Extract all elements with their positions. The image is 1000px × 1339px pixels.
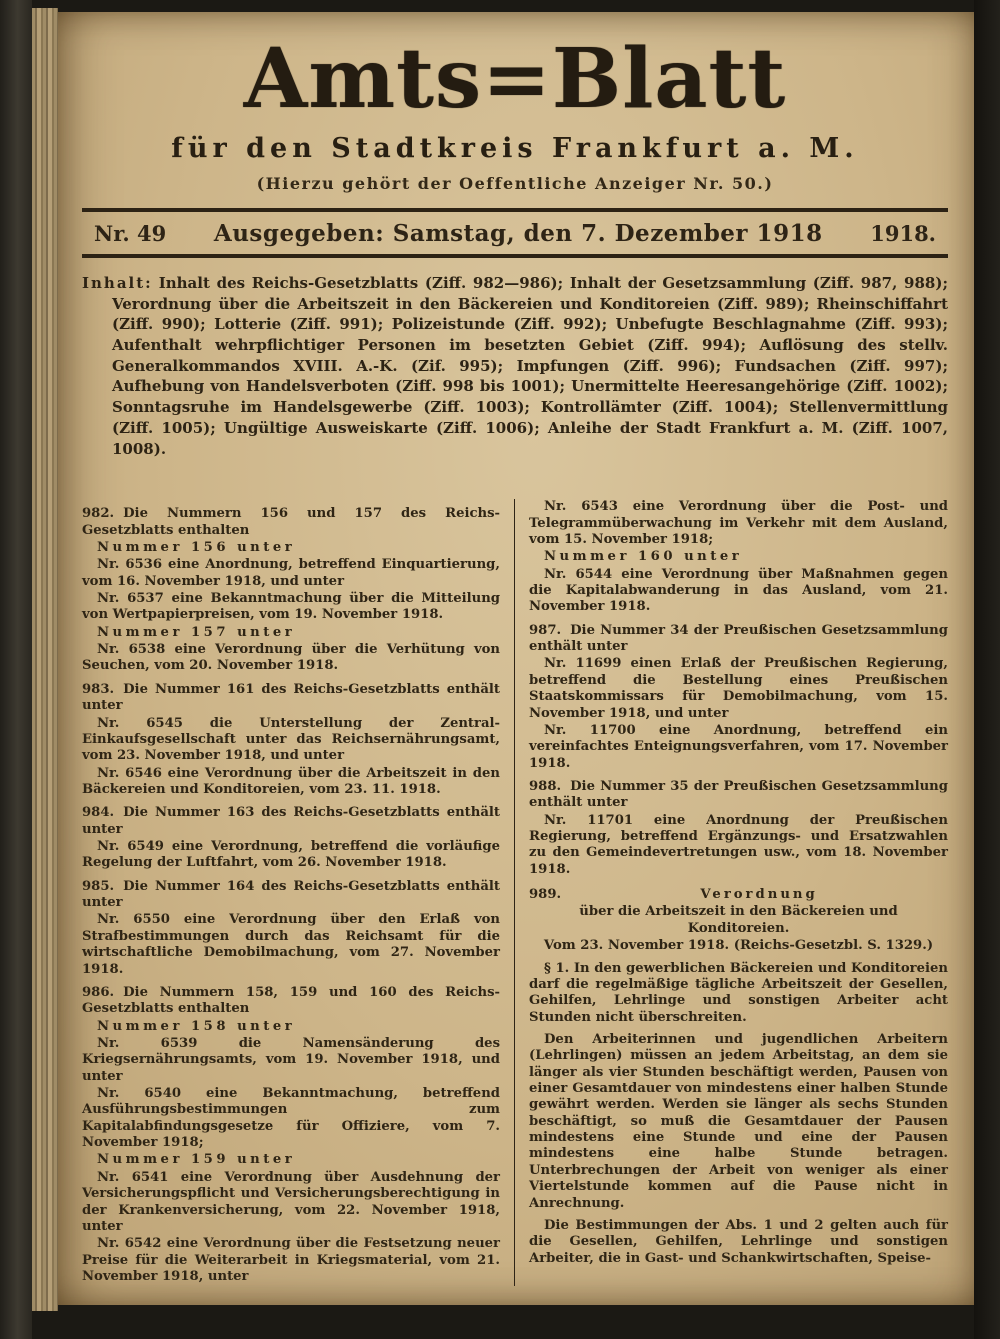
paragraph [82, 506, 500, 539]
paragraph [82, 1019, 500, 1035]
paragraph-text: Nr. 6537 eine Bekanntmachung über die Mitteilung von Wertpapierpreisen, vom 19. November 1918. [82, 590, 500, 623]
paragraph [529, 567, 948, 616]
paragraph [82, 682, 500, 715]
publication-year: 1918. [870, 221, 936, 246]
paragraph-number: 987. [529, 622, 562, 638]
paragraph [529, 887, 948, 903]
paragraph [82, 1152, 500, 1168]
paragraph [82, 805, 500, 838]
paragraph-text: Nummer 159 unter [97, 1152, 296, 1168]
paragraph [82, 557, 500, 590]
paragraph-number: 986. [82, 984, 115, 1000]
paragraph [82, 1036, 500, 1085]
paragraph-text: Nummer 157 unter [97, 624, 296, 640]
paragraph [82, 540, 500, 556]
paragraph-text: § 1. In den gewerblichen Bäckereien und Konditoreien darf die regelmäßige tägliche Arbeitszeit der Gesellen, Gehilfen, Lehrlinge und sonstigen Arbeiter acht Stunden nicht überschreiten. [529, 960, 948, 1025]
paragraph-text: Nummer 160 unter [544, 549, 743, 565]
paragraph [529, 549, 948, 565]
paragraph-text: Die Nummer 164 des Reichs-Gesetzblatts enthält unter [82, 878, 500, 911]
paragraph-text: Nr. 11701 eine Anordnung der Preußischen Regierung, betreffend Ergänzungs- und Ersatzwahlen zu den Gemeindevertretungen usw., vom 18. November 1918. [529, 812, 948, 877]
issue-number: Nr. 49 [94, 221, 167, 246]
document-page [58, 12, 974, 1305]
paragraph-number: 985. [82, 878, 115, 894]
paragraph [82, 642, 500, 675]
masthead [82, 31, 948, 193]
paragraph-number: 984. [82, 805, 115, 821]
paragraph-text: Verordnung [700, 887, 818, 903]
page-stack-edge [32, 8, 58, 1311]
paragraph-text: Nummer 158 unter [97, 1018, 296, 1034]
paragraph-text: Vom 23. November 1918. (Reichs-Gesetzbl. S. 1329.) [543, 938, 934, 954]
paragraph-text: Den Arbeiterinnen und jugendlichen Arbeitern (Lehrlingen) müssen an jedem Arbeitstag, an dem sie länger als vier Stunden beschäftigt werden, Pausen von einer Gesamtdauer von mindestens einer halben Stunde gewährt werden. Werden sie länger als sechs Stunden beschäftigt, so muß die Gesamtdauer der Pausen mindestens eine Stunde und eine der Pausen mindestens eine halbe Stunde betragen. Unterbrechungen der Arbeit von weniger als einer Viertelstunde kommen auf die Pause nicht in Anrechnung. [529, 1031, 948, 1211]
paragraph [82, 912, 500, 977]
paragraph [82, 591, 500, 624]
paragraph [82, 766, 500, 799]
paragraph-text: Nr. 11699 einen Erlaß der Preußischen Regierung, betreffend die Bestellung eines Preußischen Staatskommissars für Demobilmachung, vom 15. November 1918, und unter [529, 656, 948, 721]
paragraph-text: Nr. 6543 eine Verordnung über die Post- und Telegrammüberwachung im Verkehr mit dem Ausland, vom 15. November 1918; [529, 499, 948, 547]
paragraph [82, 879, 500, 912]
column-right [515, 499, 948, 1286]
paragraph-text: Nr. 6538 eine Verordnung über die Verhütung von Seuchen, vom 20. November 1918. [82, 642, 500, 674]
paragraph-number: 983. [82, 681, 115, 697]
paragraph-text: Die Nummern 156 und 157 des Reichs-Gesetzblatts enthalten [82, 506, 500, 538]
paragraph [82, 716, 500, 765]
paragraph-text: Nr. 6542 eine Verordnung über die Festsetzung neuer Preise für die Weiterarbeit in Kriegsmaterial, vom 21. November 1918, unter [82, 1236, 500, 1284]
paragraph-text: Nr. 11700 eine Anordnung, betreffend ein vereinfachtes Enteignungsverfahren, vom 17. November 1918. [529, 722, 948, 771]
paragraph [82, 839, 500, 872]
paragraph-number: 982. [82, 506, 115, 522]
paragraph-text: Nr. 6544 eine Verordnung über Maßnahmen gegen die Kapitalabwanderung in das Ausland, vom 21. November 1918. [529, 566, 948, 615]
paragraph [529, 813, 948, 878]
issue-header-band [82, 208, 948, 258]
paragraph [529, 1032, 948, 1212]
supplement-note: (Hierzu gehört der Oeffentliche Anzeiger Nr. 50.) [256, 174, 774, 193]
paragraph-text: Die Nummer 35 der Preußischen Gesetzsammlung enthält unter [529, 778, 948, 811]
paragraph-text: Die Bestimmungen der Abs. 1 und 2 gelten auch für die Gesellen, Gehilfen, Lehrlinge und sonstigen Arbeiter, die in Gast- und Schankwirtschaften, Speise- [529, 1217, 948, 1266]
paragraph-number: 988. [529, 778, 562, 794]
toc-text: Inhalt des Reichs-Gesetzblatts (Ziff. 982—986); Inhalt der Gesetzsammlung (Ziff. 987, 988); Verordnung über die Arbeitszeit in den Bäckereien und Konditoreien (Ziff. 989); Rheinschiffahrt (Ziff. 990); Lotterie (Ziff. 991); Polizeistunde (Ziff. 992); Unbefugte Beschlagnahme (Ziff. 993); Aufenthalt wehrpflichtiger Personen im besetzten Gebiet (Ziff. 994); Auflösung des stellv. Generalkommandos XVIII. A.-K. (Zif. 995); Impfungen (Ziff. 996); Fundsachen (Ziff. 997); Aufhebung von Handelsverboten (Ziff. 998 bis 1001); Unermittelte Heeresangehörige (Ziff. 1002); Sonntagsruhe im Handelsgewerbe (Ziff. 1003); Kontrollämter (Ziff. 1004); Stellenvermittlung (Ziff. 1005); Ungültige Ausweiskarte (Ziff. 1006); Anleihe der Stadt Frankfurt a. M. (Ziff. 1007, 1008). [112, 274, 948, 458]
paragraph-number: 989. [529, 887, 562, 903]
paragraph [529, 656, 948, 721]
publication-date: Ausgegeben: Samstag, den 7. Dezember 1918 [213, 220, 823, 247]
paragraph [82, 1086, 500, 1151]
paragraph-text: Nr. 6541 eine Verordnung über Ausdehnung der Versicherungspflicht und Versicherungsberechtigung in der Krankenversicherung, vom 22. November 1918, unter [82, 1169, 500, 1234]
scan-right-edge [974, 0, 1000, 1339]
table-of-contents [82, 273, 948, 459]
paragraph-text: Die Nummern 158, 159 und 160 des Reichs-Gesetzblatts enthalten [82, 984, 500, 1017]
paragraph [82, 985, 500, 1018]
paragraph-text: Nr. 6550 eine Verordnung über den Erlaß von Strafbestimmungen durch das Reichsamt für die wirtschaftliche Demobilmachung, vom 27. November 1918. [82, 912, 500, 977]
paragraph [529, 723, 948, 772]
toc-label: Inhalt: [82, 274, 153, 292]
paragraph [82, 1236, 500, 1285]
paragraph-text: Nummer 156 unter [97, 539, 296, 555]
paragraph [529, 623, 948, 656]
paragraph-text: Nr. 6536 eine Anordnung, betreffend Einquartierung, vom 16. November 1918, und unter [82, 557, 500, 589]
column-left [82, 499, 515, 1286]
paragraph [529, 961, 948, 1026]
paragraph [529, 904, 948, 937]
paragraph-text: Nr. 6545 die Unterstellung der Zentral-Einkaufsgesellschaft unter das Reichsernährungsamt, vom 23. November 1918, und unter [82, 715, 500, 764]
paragraph [529, 779, 948, 812]
paragraph-text: Nr. 6546 eine Verordnung über die Arbeitszeit in den Bäckereien und Konditoreien, vom 23. 11. 1918. [82, 765, 500, 797]
book-spine-edge [0, 0, 32, 1339]
paragraph-text: über die Arbeitszeit in den Bäckereien und Konditoreien. [579, 904, 898, 936]
paragraph [529, 938, 948, 954]
paragraph-text: Die Nummer 34 der Preußischen Gesetzsammlung enthält unter [529, 622, 948, 655]
paragraph [82, 625, 500, 641]
newspaper-subtitle: für den Stadtkreis Frankfurt a. M. [171, 133, 859, 164]
paragraph [82, 1170, 500, 1235]
paragraph-text: Nr. 6549 eine Verordnung, betreffend die vorläufige Regelung der Luftfahrt, vom 26. November 1918. [82, 839, 500, 871]
paragraph [529, 1218, 948, 1267]
newspaper-title: Amts=Blatt [243, 31, 787, 127]
paragraph-text: Nr. 6540 eine Bekanntmachung, betreffend Ausführungsbestimmungen zum Kapitalabfindungsgesetze für Offiziere, vom 7. November 1918; [82, 1086, 500, 1151]
paragraph-text: Nr. 6539 die Namensänderung des Kriegsernährungsamts, vom 19. November 1918, und unter [82, 1035, 500, 1084]
paragraph [529, 499, 948, 548]
body-columns [82, 499, 948, 1286]
paragraph-text: Die Nummer 163 des Reichs-Gesetzblatts enthält unter [82, 805, 500, 837]
paragraph-text: Die Nummer 161 des Reichs-Gesetzblatts enthält unter [82, 681, 500, 714]
